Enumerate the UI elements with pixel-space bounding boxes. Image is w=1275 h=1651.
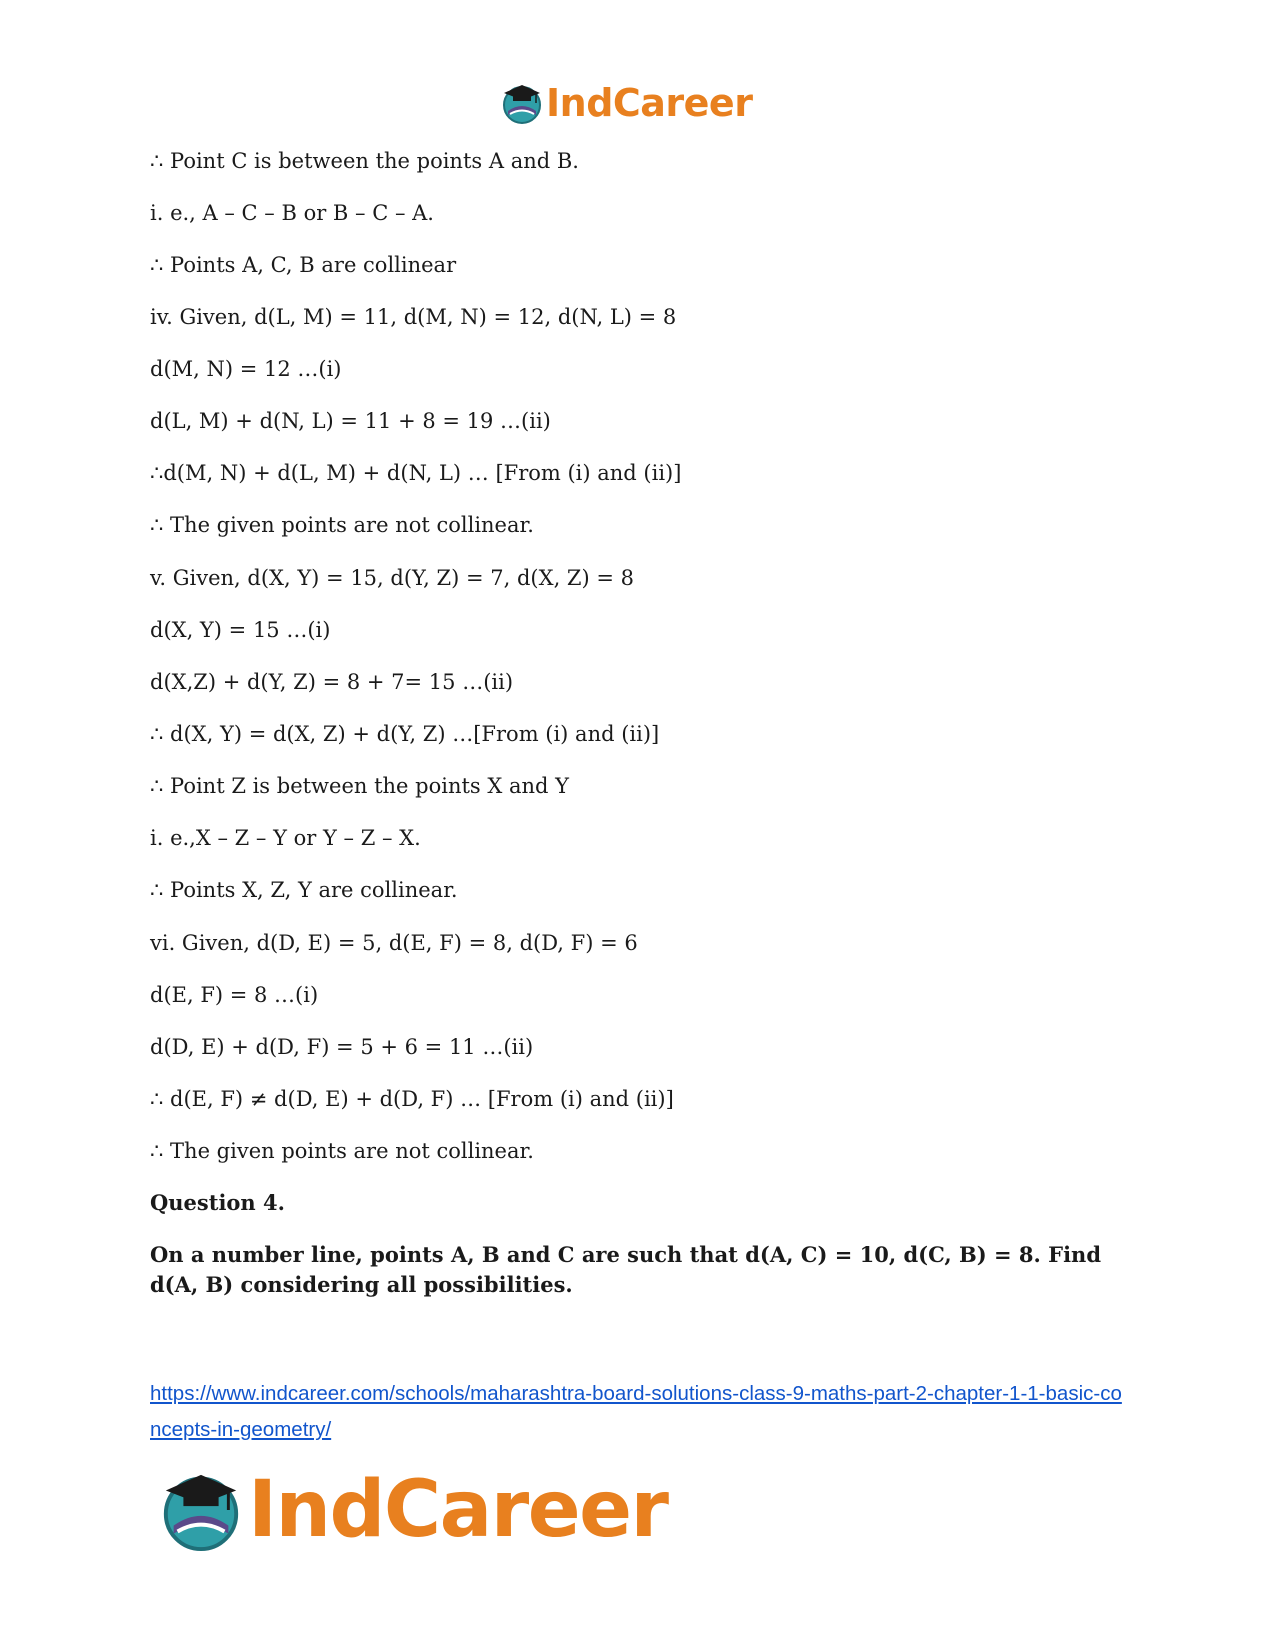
source-link[interactable]: https://www.indcareer.com/schools/maharashtra-board-solutions-class-9-maths-part-2-chapter-1-1-basic-concepts-in-geometry/ <box>150 1382 1122 1441</box>
solution-line: ∴ Points A, C, B are collinear <box>150 253 457 277</box>
indcareer-logo-top <box>500 80 752 126</box>
solution-line: d(X,Z) + d(Y, Z) = 8 + 7= 15 …(ii) <box>150 670 514 694</box>
solution-line: d(E, F) = 8 …(i) <box>150 983 319 1007</box>
solution-line: iv. Given, d(L, M) = 11, d(M, N) = 12, d(N, L) = 8 <box>150 305 677 329</box>
graduation-cap-globe-icon <box>158 1467 244 1553</box>
solution-line: ∴ Point C is between the points A and B. <box>150 149 579 173</box>
solution-line: ∴ The given points are not collinear. <box>150 1139 534 1163</box>
solution-line: ∴ Points X, Z, Y are collinear. <box>150 878 458 902</box>
solution-line: v. Given, d(X, Y) = 15, d(Y, Z) = 7, d(X, Z) = 8 <box>150 566 635 590</box>
question-heading: Question 4. <box>150 1190 285 1215</box>
brand-name: IndCareer <box>248 1465 668 1555</box>
indcareer-logo-bottom <box>158 1465 668 1555</box>
solution-line: vi. Given, d(D, E) = 5, d(E, F) = 8, d(D, F) = 6 <box>150 931 638 955</box>
solution-line: ∴ d(E, F) ≠ d(D, E) + d(D, F) … [From (i) and (ii)] <box>150 1087 674 1111</box>
solution-line: i. e.,X – Z – Y or Y – Z – X. <box>150 826 421 850</box>
solution-line: d(L, M) + d(N, L) = 11 + 8 = 19 …(ii) <box>150 409 551 433</box>
solution-line: i. e., A – C – B or B – C – A. <box>150 201 434 225</box>
solution-line: d(D, E) + d(D, F) = 5 + 6 = 11 …(ii) <box>150 1035 534 1059</box>
solution-line: ∴d(M, N) + d(L, M) + d(N, L) … [From (i) and (ii)] <box>150 461 682 485</box>
solution-line: ∴ d(X, Y) = d(X, Z) + d(Y, Z) …[From (i) and (ii)] <box>150 722 660 746</box>
solution-line: ∴ Point Z is between the points X and Y <box>150 774 570 798</box>
brand-name: IndCareer <box>546 81 753 125</box>
graduation-cap-globe-icon <box>500 81 544 125</box>
question-text: On a number line, points A, B and C are such that d(A, C) = 10, d(C, B) = 8. Find d(A, B) considering all possibilities. <box>150 1242 1102 1297</box>
solution-line: ∴ The given points are not collinear. <box>150 513 534 537</box>
solution-line: d(M, N) = 12 …(i) <box>150 357 342 381</box>
solution-line: d(X, Y) = 15 …(i) <box>150 618 331 642</box>
